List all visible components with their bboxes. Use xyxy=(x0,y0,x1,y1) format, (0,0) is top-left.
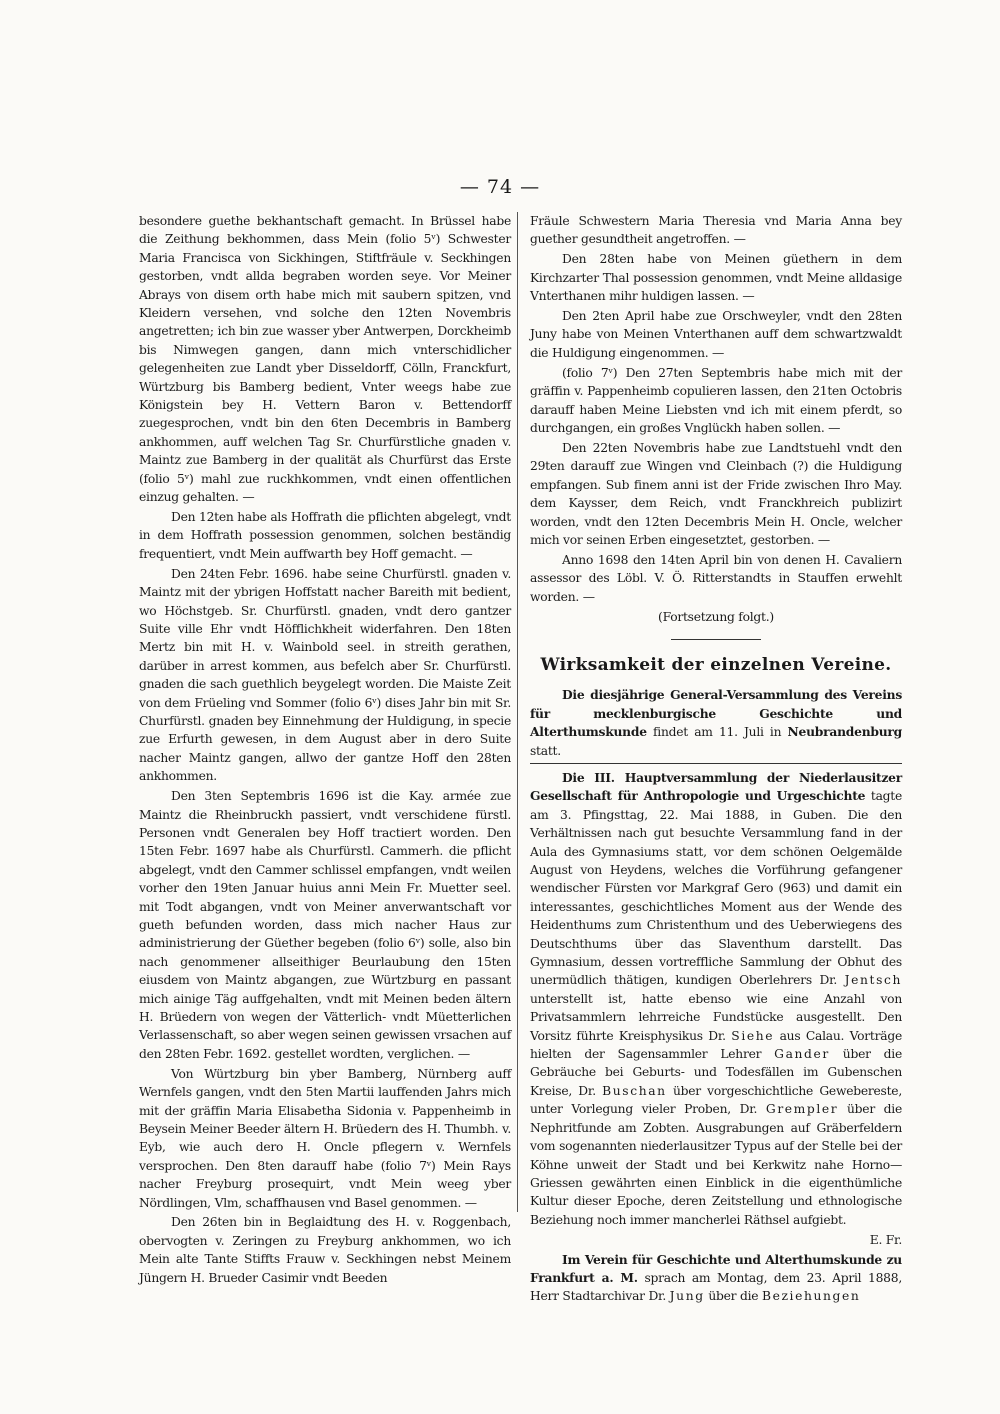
text-run: findet am 11. Juli in xyxy=(646,725,788,740)
text-run: besondere guethe bekhantschaft gemacht. In Brüssel habe die Zeithung bekhommen, dass Mein (folio 5ᵛ) Schwester Maria Francisca von Sickhingen, Stiftfräule v. Seckhingen gestorben, vndt allda begraben worden seye. Vor Meiner Abrays von disem orth habe mich mit saubern spitzen, vnd Kleidern versehen, vnd solche den 12ten Novembris angetretten; ich bin zue wasser yber Antwerpen, Dorckheimb bis Nimwegen gangen, dann mich vnterschidlicher gelegenheiten zue Landt yber Disseldorff, Cölln, Franckfurt, Würtzburg bis Bamberg bedient, Vnter weegs habe zue Königstein bey H. Vettern Baron v. Bettendorff zuegesprochen, vndt bin den 6ten Decembris in Bamberg ankhommen, auff welchen Tag Sr. Churfürstliche gnaden v. Maintz zue Bamberg in der qualität als Churfürst das Erste (folio 5ᵛ) mahl zue ruckhkommen, vndt einen offentlichen einzug gehalten. — xyxy=(139,214,511,505)
page-number: — 74 — xyxy=(459,176,541,198)
paragraph xyxy=(530,769,902,1229)
bold-text: Neubrandenburg xyxy=(787,724,902,740)
text-run: Den 26ten bin in Beglaidtung des H. v. Roggenbach, obervogten v. Zeringen zu Freyburg ankhommen, wo ich Mein alte Tante Stiffts Frauw v. Seckhingen nebst Meinem Jüngern H. Brueder Casimir vndt Beeden xyxy=(139,1215,511,1285)
bold-text: Im Verein für Geschichte und Alterthumskunde zu Frankfurt a. M. xyxy=(530,1251,902,1285)
paragraph xyxy=(139,1065,511,1212)
short-divider xyxy=(671,639,761,640)
text-run: Den 28ten habe von Meinen güethern in dem Kirchzarter Thal possession genommen, vndt Meine alldasige Vnterthanen mihr huldigen lassen. — xyxy=(530,252,902,304)
text-run: Den 22ten Novembris habe zue Landtstuehl vndt den 29ten darauff zue Wingen vnd Cleinbach (?) die Huldigung empfangen. Sub finem anni ist der Fride zwischen Ihro May. dem Kaysser, dem Reich, vndt Franckhreich publizirt worden, vndt den 12ten Decembris Mein H. Oncle, welcher mich vor seinen Erben eingesetztet, gestorben. — xyxy=(530,440,902,547)
bold-text: Die diesjährige General-Versammlung des Vereins für mecklenburgische Geschichte und Alterthumskunde xyxy=(530,687,902,740)
society-reports-2 xyxy=(530,769,902,1229)
paragraph xyxy=(139,787,511,1063)
paragraph xyxy=(530,686,902,760)
text-run: über vorgeschichtliche Gewebereste, unter Vorlegung vieler Proben, Dr. xyxy=(530,1083,902,1117)
text-run: tagte am 3. Pfingsttag, 22. Mai 1888, in Guben. Die den Verhältnissen nach gut besuchte Versammlung fand in der Aula des Gymnasiums statt, vor dem schönen Oelgemälde August von Heydens, welches die Vorführung gefangener wendischer Fürsten vor Markgraf Gero (963) und damit ein interessantes, geschichtliches Moment aus der Wende des Heidenthums zum Christenthum und des Ueberwiegens des Deutschthums über das Slaventhum darstellt. Das Gymnasium, dessen vortreffliche Sammlung der Obhut des unermüdlich thätigen, kundigen Oberlehrers Dr. xyxy=(530,789,902,988)
text-run: Den 2ten April habe zue Orschweyler, vndt den 28ten Juny habe von Meinen Vnterthanen auff dem schwartzwaldt die Huldigung eingenommen. — xyxy=(530,309,902,360)
spaced-name: Gander xyxy=(774,1047,830,1062)
text-run: Anno 1698 den 14ten April bin von denen H. Cavaliern assessor des Löbl. V. Ö. Ritterstandts in Stauffen erwehlt worden. — xyxy=(530,552,902,604)
spaced-name: Grempler xyxy=(765,1102,839,1117)
text-run: über die xyxy=(704,1289,762,1304)
paragraph xyxy=(530,551,902,606)
paragraph xyxy=(530,364,902,438)
text-run: Den 3ten Septembris 1696 ist die Kay. armée zue Maintz die Rheinbruckh passiert, vndt verschidene fürstl. Personen vndt Generalen bey Hoff tractiert worden. Den 15ten Febr. 1697 habe als Churfürstl. Cammerh. die pflicht abgelegt, vndt den Cammer schlissel empfangen, vndt weilen vorher den 19ten Januar huius anni Mein Fr. Muetter seel. mit Todt abgangen, vndt von Meiner anverwantschaft vor gueth befunden worden, dass mich nacher Haus zur administrierung der Güether begeben (folio 6ᵛ) solle, also bin nach genommener allseithiger Beurlaubung den 15ten eiusdem von Maintz abgangen, zue Würtzburg en passant mich ainige Täg auffgehalten, vndt mit Meinen beden ältern H. Brüedern von wegen der Vätterlich- vndt Müetterlichen Verlassenschaft, so aber wegen seinen gewissen vrsachen auf den 28ten Febr. 1692. gestellet wordten, verglichen. — xyxy=(139,789,511,1061)
bold-text: Die III. Hauptversammlung der Niederlausitzer Gesellschaft für Anthropologie und Urgeschichte xyxy=(530,769,902,804)
spaced-name: Jentsch xyxy=(844,973,902,988)
text-run: sprach am Montag, dem 23. April 1888, Herr Stadtarchivar Dr. xyxy=(530,1270,902,1304)
left-column xyxy=(139,212,511,1289)
society-reports-1 xyxy=(530,686,902,760)
text-run: unterstellt ist, hatte ebenso wie eine Anzahl von Privatsammlern lehrreiche Fundstücke ausgestellt. Den Vorsitz führte Kreisphysikus Dr. xyxy=(530,991,902,1043)
column-divider xyxy=(517,212,518,1212)
text-run: Den 12ten habe als Hoffrath die pflichten abgelegt, vndt in dem Hoffrath possession genommen, solchen beständig frequentiert, vndt Mein auffwarth bey Hoff gemacht. — xyxy=(139,510,511,561)
text-run: (folio 7ᵛ) Den 27ten Septembris habe mich mit der gräffin v. Pappenheimb copulieren lassen, den 21ten Octobris darauff haben Meine Liebsten vnd ich mit einem pferdt, so durchgangen, ein großes Vnglückh haben sollen. — xyxy=(530,365,902,435)
text-run: statt. xyxy=(530,743,561,758)
paragraph xyxy=(139,508,511,563)
spaced-name: Siehe xyxy=(731,1028,775,1043)
continued-note: (Fortsetzung folgt.) xyxy=(658,609,774,624)
right-column xyxy=(530,212,902,1307)
report-divider xyxy=(530,763,902,764)
text-run: Den 24ten Febr. 1696. habe seine Churfürstl. gnaden v. Maintz mit der ybrigen Hoffstatt nacher Bareith mit bedient, wo Höchstgeb. Sr. Churfürstl. gnaden, vndt dero gantzer Suite ville Ehr vndt Höfflichkheit widerfahren. Den 18ten Mertz bin mit H. v. Wainbold seel. in streith gerathen, darüber in arrest kommen, aus befelch aber Sr. Churfürstl. gnaden die sach guethlich beygelegt worden. Die Maiste Zeit von dem Früeling vnd Sommer (folio 6ᵛ) dises Jahr bin mit Sr. Churfürstl. gnaden bey Einnehmung der Huldigung, in specie zue Erfurth gewesen, in dem August aber in dero Suite nacher Maintz gangen, allwo der gantze Hoff den 28ten ankhommen. xyxy=(139,566,511,784)
section-heading: Wirksamkeit der einzelnen Vereine. xyxy=(540,654,892,675)
paragraph xyxy=(530,250,902,305)
signature: E. Fr. xyxy=(869,1232,902,1247)
text-run: über die Nephritfunde am Zobten. Ausgrabungen auf Gräberfeldern vom sogenannten niederlausitzer Typus auf der Stelle bei der Köhne unweit der Stadt und bei Kerkwitz nahe Horno—Griessen gewährten einen Einblick in die eigenthümliche Kultur dieser Epoche, deren Zeitstellung und ethnologische Beziehung noch immer mancherlei Räthsel aufgiebt. xyxy=(530,1102,902,1227)
spaced-name: Jung xyxy=(669,1289,705,1304)
text-run: aus Calau. Vorträge hielten der Sagensammler Lehrer xyxy=(530,1028,902,1062)
memoir-continuation xyxy=(530,212,902,606)
paragraph xyxy=(139,1213,511,1287)
text-run: über die Gebräuche bei Geburts- und Todesfällen im Gubenschen Kreise, Dr. xyxy=(530,1047,902,1098)
paragraph xyxy=(139,212,511,507)
paragraph xyxy=(139,565,511,786)
spaced-name: Beziehungen xyxy=(761,1289,861,1304)
spaced-name: Buschan xyxy=(602,1083,667,1098)
paragraph xyxy=(530,212,902,249)
society-reports-3 xyxy=(530,1251,902,1306)
paragraph xyxy=(530,439,902,549)
paragraph xyxy=(530,307,902,362)
paragraph xyxy=(530,1251,902,1306)
text-run: Von Würtzburg bin yber Bamberg, Nürnberg auff Wernfels gangen, vndt den 5ten Martii lauffenden Jahrs mich mit der gräffin Maria Elisabetha Sidonia v. Pappenheimb in Beysein Meiner Beeder ältern H. Brüedern des H. Thumbh. v. Eyb, wie auch dero H. Oncle pflegern v. Wernfels versprochen. Den 8ten darauff habe (folio 7ᵛ) Mein Rays nacher Freyburg prosequirt, vndt Mein weeg yber Nördlingen, Vlm, schaffhausen vnd Basel genommen. — xyxy=(139,1066,511,1210)
text-run: Fräule Schwestern Maria Theresia vnd Maria Anna bey guether gesundtheit angetroffen. — xyxy=(530,214,902,247)
